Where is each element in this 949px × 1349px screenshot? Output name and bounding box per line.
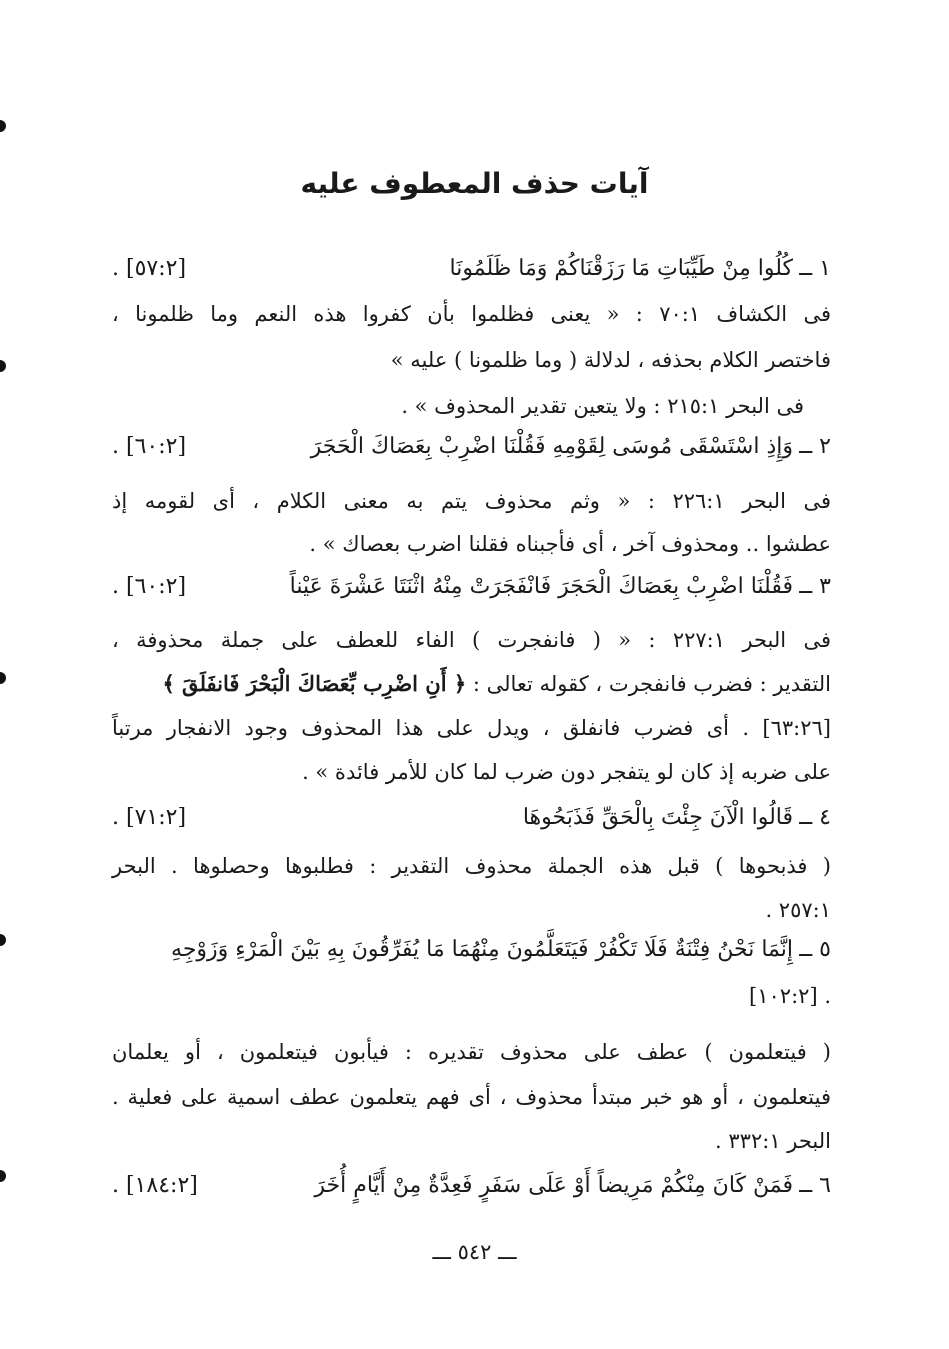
commentary-line: على ضربه إذ كان لو يتفجر دون ضرب لما كان للأمر فائدة » . bbox=[302, 760, 831, 784]
item-number: ٢ ــ bbox=[799, 434, 831, 459]
commentary-line: فيتعلمون ، أو هو خبر مبتدأ محذوف ، أى فهم يتعلمون عطف اسمية على فعلية . bbox=[112, 1085, 831, 1109]
commentary-line: فى البحر ٢٢٧:١ : « ( فانفجرت ) الفاء للعطف على جملة محذوفة ، bbox=[112, 628, 831, 652]
item-number: ١ ــ bbox=[799, 256, 831, 281]
ayah-line-1 bbox=[112, 247, 831, 291]
commentary-text: التقدير : فضرب فانفجرت ، كقوله تعالى : bbox=[472, 672, 831, 696]
commentary-line: ( فذبحوها ) قبل هذه الجملة محذوف التقدير : فطلبوها وحصلوها . البحر bbox=[112, 854, 831, 878]
page-title: آيات حذف المعطوف عليه bbox=[300, 167, 649, 200]
ayah-text: إِنَّمَا نَحْنُ فِتْنَةٌ فَلَا تَكْفُرْ فَيَتَعَلَّمُونَ مِنْهُمَا مَا يُفَرِّقُونَ بِهِ بَيْنَ الْمَرْءِ وَزَوْجِهِ bbox=[171, 937, 793, 962]
commentary-line: [٦٣:٢٦] . أى فضرب فانفلق ، ويدل على هذا المحذوف وجود الانفجار مرتباً bbox=[112, 716, 831, 740]
ayah-line-3 bbox=[112, 565, 831, 609]
ayah-reference: . [٥٧:٢] bbox=[112, 256, 187, 281]
commentary-line bbox=[112, 664, 831, 704]
ayah-text: كُلُوا مِنْ طَيِّبَاتِ مَا رَزَقْنَاكُمْ وَمَا ظَلَمُونَا bbox=[449, 256, 793, 281]
ayah-reference: . [٧١:٢] bbox=[112, 805, 187, 830]
scan-margin-mark bbox=[0, 934, 6, 946]
ayah-text: فَقُلْنَا اضْرِبْ بِعَصَاكَ الْحَجَرَ فَانْفَجَرَتْ مِنْهُ اثْنَتَا عَشْرَةَ عَيْناً bbox=[289, 574, 793, 599]
commentary-line: البحر ٣٣٢:١ . bbox=[715, 1129, 831, 1153]
ayah-text: فَمَنْ كَانَ مِنْكُمْ مَرِيضاً أَوْ عَلَى سَفَرٍ فَعِدَّةٌ مِنْ أَيَّامٍ أُخَرَ bbox=[314, 1173, 793, 1198]
ayah-reference: . [٦٠:٢] bbox=[112, 434, 187, 459]
commentary-line: فى الكشاف ٧٠:١ : « يعنى فظلموا بأن كفروا هذه النعم وما ظلمونا ، bbox=[112, 302, 831, 326]
ayah-line-2 bbox=[112, 425, 831, 469]
item-number: ٣ ــ bbox=[799, 574, 831, 599]
ayah-text: وَإِذِ اسْتَسْقَى مُوسَى لِقَوْمِهِ فَقُلْنَا اضْرِبْ بِعَصَاكَ الْحَجَرَ bbox=[310, 434, 793, 459]
commentary-line: فى البحر ٢٢٦:١ : « وثم محذوف يتم به معنى الكلام ، أى لقومه إذ bbox=[112, 489, 831, 513]
ayah-reference: . [١٨٤:٢] bbox=[112, 1173, 198, 1198]
commentary-line: عطشوا .. ومحذوف آخر ، أى فأجبناه فقلنا اضرب بعصاك » . bbox=[309, 532, 831, 556]
commentary-line: فاختصر الكلام بحذفه ، لدلالة ( وما ظلمونا ) عليه » bbox=[390, 348, 831, 372]
quoted-ayah: ﴿ أَنِ اضْرِب بِّعَصَاكَ الْبَحْرَ فَانفَلَقَ ﴾ bbox=[162, 671, 467, 696]
ayah-line-5 bbox=[112, 928, 831, 972]
scan-margin-mark bbox=[0, 672, 6, 684]
item-number: ٤ ــ bbox=[799, 805, 831, 830]
scan-margin-mark bbox=[0, 120, 6, 132]
scan-margin-mark bbox=[0, 1170, 6, 1182]
scan-margin-mark bbox=[0, 360, 6, 372]
item-number: ٦ ــ bbox=[799, 1173, 831, 1198]
page-number: ـــ ٥٤٢ ـــ bbox=[432, 1240, 517, 1264]
ayah-text: قَالُوا الْآنَ جِئْتَ بِالْحَقِّ فَذَبَحُوهَا bbox=[522, 805, 793, 830]
commentary-line: ( فيتعلمون ) عطف على محذوف تقديره : فيأبون فيتعلمون ، أو يعلمان bbox=[112, 1040, 831, 1064]
ayah-reference: . [٦٠:٢] bbox=[112, 574, 187, 599]
commentary-line: ٢٥٧:١ . bbox=[765, 898, 831, 922]
ayah-line-6 bbox=[112, 1164, 831, 1208]
ayah-line-4 bbox=[112, 796, 831, 840]
commentary-line: فى البحر ٢١٥:١ : ولا يتعين تقدير المحذوف » . bbox=[401, 394, 804, 418]
ayah-reference: . [١٠٢:٢] bbox=[749, 984, 831, 1008]
item-number: ٥ ــ bbox=[799, 937, 831, 962]
